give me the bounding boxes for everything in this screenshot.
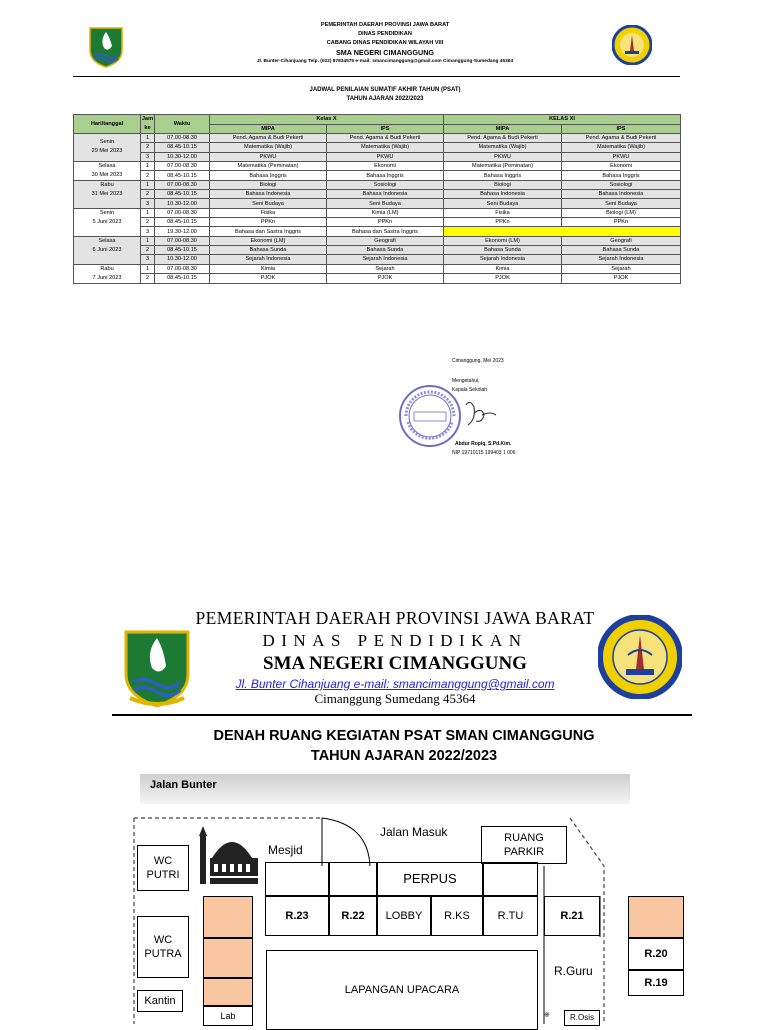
room-r22: R.22 <box>329 896 377 936</box>
subject-cell: Sosiologi <box>562 180 681 189</box>
subject-cell: Matematika (Wajib) <box>327 143 444 152</box>
jam-cell: 1 <box>141 180 155 189</box>
room-rks: R.KS <box>431 896 483 936</box>
schedule-title: JADWAL PENILAIAN SUMATIF AKHIR TAHUN (PSAT) <box>309 87 461 93</box>
subject-cell: Ekonomi <box>562 161 681 171</box>
subject-cell: Bahasa Inggris <box>210 171 327 181</box>
jam-cell: 1 <box>141 236 155 245</box>
letterhead2-line2: DINAS PENDIDIKAN <box>262 631 528 650</box>
subject-cell: Ekonomi (LM) <box>210 236 327 245</box>
header-kelas-x: Kelas X <box>210 115 444 125</box>
orange-room-left-1 <box>203 896 253 938</box>
subject-cell: Geografi <box>562 236 681 245</box>
jam-cell: 2 <box>141 143 155 152</box>
day-cell: Selasa 30 Mei 2023 <box>74 161 141 180</box>
mosque-icon <box>198 822 260 886</box>
subject-cell: Kimia (LM) <box>327 208 444 217</box>
jam-cell: 1 <box>141 161 155 171</box>
subject-cell: Biologi <box>444 180 562 189</box>
waktu-cell: 10.30-12.00 <box>155 152 210 161</box>
subject-cell: Bahasa Sunda <box>327 245 444 254</box>
jam-cell: 2 <box>141 171 155 181</box>
subject-cell: Pend. Agama & Budi Pekerti <box>210 134 327 143</box>
waktu-cell: 10.30-12.00 <box>155 199 210 208</box>
day-cell: Senin 29 Mei 2023 <box>74 134 141 162</box>
waktu-cell: 07.00-08.30 <box>155 264 210 274</box>
subject-cell: PKWU <box>444 152 562 161</box>
subject-cell: Ekonomi (LM) <box>444 236 562 245</box>
letterhead2-school: SMA NEGERI CIMANGGUNG <box>263 653 527 674</box>
jam-cell: 3 <box>141 255 155 264</box>
jam-cell: 1 <box>141 208 155 217</box>
header-day: Hari/tanggal <box>74 115 141 134</box>
subject-cell: Bahasa Indonesia <box>562 190 681 199</box>
header-waktu: Waktu <box>155 115 210 134</box>
orange-room-left-3 <box>203 978 253 1006</box>
building-top-4 <box>483 862 538 896</box>
subject-cell: PJOK <box>327 274 444 284</box>
signature-name: Abdur Ropiq, S.Pd.Kim. <box>455 441 512 447</box>
lab: Lab <box>203 1006 253 1026</box>
room-rosis: R.Osis <box>564 1010 600 1026</box>
orange-room-right <box>628 896 684 938</box>
letterhead-line1: PEMERINTAH DAERAH PROVINSI JAWA BARAT <box>320 22 450 28</box>
signature-role: Kepala Sekolah <box>452 387 488 393</box>
jalan-masuk-label: Jalan Masuk <box>380 825 448 839</box>
waktu-cell: 07.00-08.30 <box>155 236 210 245</box>
subject-cell: Bahasa Indonesia <box>444 190 562 199</box>
perpus: PERPUS <box>377 862 483 896</box>
subject-cell: Matematika (Wajib) <box>444 143 562 152</box>
waktu-cell: 07.00-08.30 <box>155 180 210 189</box>
subject-cell: Ekonomi <box>327 161 444 171</box>
subject-cell: Sejarah Indonesia <box>210 255 327 264</box>
letterhead2-city: Cimanggung Sumedang 45364 <box>314 691 476 706</box>
subject-cell: PPKn <box>327 218 444 227</box>
signature-mengetahui: Mengetahui, <box>452 378 480 384</box>
subject-cell: Bahasa Sunda <box>444 245 562 254</box>
room-rtu: R.TU <box>483 896 538 936</box>
day-cell: Rabu 31 Mei 2023 <box>74 180 141 208</box>
signature-nip: NIP 19710115 199403 1 006 <box>452 450 516 456</box>
signature-place-date: Cimanggung, Mei 2023 <box>452 358 504 364</box>
jam-cell: 2 <box>141 245 155 254</box>
header-xi-mipa: MIPA <box>444 124 562 134</box>
subject-cell: PKWU <box>562 152 681 161</box>
subject-cell: Bahasa Inggris <box>444 171 562 181</box>
waktu-cell: 07.00-08.30 <box>155 134 210 143</box>
lapangan-upacara: LAPANGAN UPACARA <box>266 950 538 1030</box>
subject-cell: Seni Budaya <box>562 199 681 208</box>
letterhead-line2: DINAS PENDIDIKAN <box>358 31 412 37</box>
day-cell: Selasa 6 Juni 2023 <box>74 236 141 264</box>
subject-cell: Sejarah Indonesia <box>327 255 444 264</box>
subject-cell: Sejarah Indonesia <box>562 255 681 264</box>
subject-cell: Geografi <box>327 236 444 245</box>
subject-cell: Seni Budaya <box>444 199 562 208</box>
subject-cell: Matematika (Wajib) <box>210 143 327 152</box>
jam-cell: 1 <box>141 134 155 143</box>
letterhead-address: Jl. Bunter-Cihanjuang Telp. (022) 87834575 e-mail: smancimanggung@gmail.com Cimanggung-Sumedang 45364 <box>256 59 514 64</box>
subject-cell: Sosiologi <box>327 180 444 189</box>
subject-cell: Bahasa Inggris <box>562 171 681 181</box>
jam-cell: 3 <box>141 227 155 236</box>
waktu-cell: 08.45-10.15 <box>155 171 210 181</box>
lobby: LOBBY <box>377 896 431 936</box>
waktu-cell: 08.45-10.15 <box>155 245 210 254</box>
waktu-cell: 08.45-10.15 <box>155 274 210 284</box>
subject-cell: Bahasa dan Sastra Inggris <box>210 227 327 236</box>
subject-cell: Pend. Agama & Budi Pekerti <box>327 134 444 143</box>
room-r20: R.20 <box>628 938 684 970</box>
room-rguru: R.Guru <box>554 964 593 978</box>
letterhead-line3: CABANG DINAS PENDIDIKAN WILAYAH VIII <box>326 40 444 46</box>
subject-cell: Bahasa Inggris <box>327 171 444 181</box>
orange-room-left-2 <box>203 938 253 978</box>
building-top-2 <box>329 862 377 896</box>
jam-cell: 2 <box>141 190 155 199</box>
subject-cell: Sejarah <box>562 264 681 274</box>
subject-cell: Biologi (LM) <box>562 208 681 217</box>
ruang-parkir: RUANG PARKIR <box>481 826 567 864</box>
subject-cell: Biologi <box>210 180 327 189</box>
subject-cell: Matematika (Peminatan) <box>444 161 562 171</box>
waktu-cell: 08.45-10.15 <box>155 218 210 227</box>
small-room-marker: ※ <box>544 1012 550 1019</box>
subject-cell: PPKn <box>210 218 327 227</box>
subject-cell: PJOK <box>444 274 562 284</box>
header-jam: Jam ke <box>141 115 155 134</box>
building-top-1 <box>265 862 329 896</box>
subject-cell: Kimia <box>444 264 562 274</box>
subject-cell: Seni Budaya <box>327 199 444 208</box>
wc-putri: WC PUTRI <box>137 845 189 891</box>
room-r21: R.21 <box>544 896 600 936</box>
subject-cell: Bahasa dan Sastra Inggris <box>327 227 444 236</box>
wc-putra: WC PUTRA <box>137 916 189 978</box>
subject-cell: PPKn <box>444 218 562 227</box>
waktu-cell: 08.45-10.15 <box>155 143 210 152</box>
subject-cell: Matematika (Peminatan) <box>210 161 327 171</box>
subject-cell: PKWU <box>327 152 444 161</box>
waktu-cell: 08.45-10.15 <box>155 190 210 199</box>
jalan-bunter-label: Jalan Bunter <box>150 779 217 791</box>
subject-cell: Pend. Agama & Budi Pekerti <box>444 134 562 143</box>
subject-cell: Sejarah Indonesia <box>444 255 562 264</box>
room-r19: R.19 <box>628 970 684 996</box>
denah-year: TAHUN AJARAN 2022/2023 <box>310 748 498 764</box>
mesjid-label: Mesjid <box>268 843 303 857</box>
subject-cell: Bahasa Indonesia <box>210 190 327 199</box>
waktu-cell: 19.30-12.00 <box>155 227 210 236</box>
subject-cell: Sejarah <box>327 264 444 274</box>
subject-cell: Fisika <box>210 208 327 217</box>
waktu-cell: 07.00-08.30 <box>155 161 210 171</box>
waktu-cell: 10.30-12.00 <box>155 255 210 264</box>
subject-cell: Pend. Agama & Budi Pekerti <box>562 134 681 143</box>
subject-cell: PJOK <box>562 274 681 284</box>
header-xi-ips: IPS <box>562 124 681 134</box>
jam-cell: 1 <box>141 264 155 274</box>
letterhead2-address[interactable]: Jl. Bunter Cihanjuang e-mail: smancimanggung@gmail.com <box>235 677 555 691</box>
jam-cell: 2 <box>141 274 155 284</box>
denah-title: DENAH RUANG KEGIATAN PSAT SMAN CIMANGGUNG <box>213 728 595 744</box>
day-cell: Rabu 7 Juni 2023 <box>74 264 141 283</box>
subject-cell: PJOK <box>210 274 327 284</box>
subject-cell: PPKn <box>562 218 681 227</box>
subject-cell: Matematika (Wajib) <box>562 143 681 152</box>
letterhead2-line1: PEMERINTAH DAERAH PROVINSI JAWA BARAT <box>195 608 595 628</box>
waktu-cell: 07.00-08.30 <box>155 208 210 217</box>
jam-cell: 2 <box>141 218 155 227</box>
subject-cell: Bahasa Indonesia <box>327 190 444 199</box>
subject-cell: PKWU <box>210 152 327 161</box>
header-x-mipa: MIPA <box>210 124 327 134</box>
subject-cell: Bahasa Sunda <box>562 245 681 254</box>
header-kelas-xi: KELAS XI <box>444 115 681 125</box>
day-cell: Senin 5 Juni 2023 <box>74 208 141 236</box>
subject-cell: Fisika <box>444 208 562 217</box>
room-r23: R.23 <box>265 896 329 936</box>
subject-cell: Seni Budaya <box>210 199 327 208</box>
header-x-ips: IPS <box>327 124 444 134</box>
kantin: Kantin <box>137 990 183 1012</box>
jam-cell: 3 <box>141 152 155 161</box>
subject-cell: Bahasa Sunda <box>210 245 327 254</box>
jam-cell: 3 <box>141 199 155 208</box>
schedule-year: TAHUN AJARAN 2022/2023 <box>346 96 424 102</box>
subject-cell: Kimia <box>210 264 327 274</box>
letterhead-school: SMA NEGERI CIMANGGUNG <box>336 48 434 57</box>
